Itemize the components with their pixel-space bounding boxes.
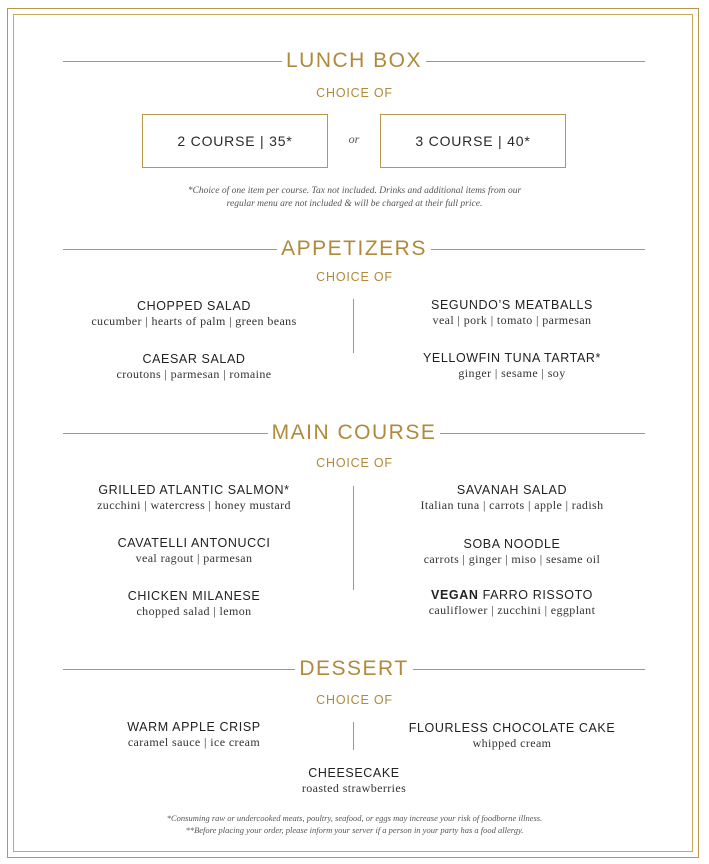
appetizers-choice-label: CHOICE OF [316, 270, 393, 284]
menu-item [362, 536, 662, 567]
lunch-box-title: LUNCH BOX [285, 49, 423, 72]
footer-disclaimer [0, 812, 709, 836]
item-name: SEGUNDO’S MEATBALLS [431, 298, 593, 312]
item-description: veal | pork | tomato | parmesan [432, 313, 592, 327]
header-rule-left [63, 61, 282, 62]
lunch-box-choice-label: CHOICE OF [316, 86, 393, 100]
main-course-title: MAIN COURSE [271, 421, 437, 444]
footer-line-1: *Consuming raw or undercooked meats, poultry, seafood, or eggs may increase your risk of foodborne illness. [166, 813, 543, 823]
appetizers-header [63, 234, 645, 264]
lunch-box-header [63, 46, 645, 76]
vegan-label: VEGAN [431, 588, 479, 602]
header-rule-right [413, 669, 645, 670]
item-description: cucumber | hearts of palm | green beans [91, 314, 297, 328]
item-description: carrots | ginger | miso | sesame oil [423, 552, 601, 566]
item-name: SAVANAH SALAD [456, 483, 568, 497]
menu-item [44, 719, 344, 750]
header-rule-left [63, 669, 295, 670]
dessert-title: DESSERT [299, 657, 409, 680]
two-course-option: 2 COURSE | 35* [142, 114, 328, 168]
lunch-box-note [0, 185, 709, 211]
item-name [362, 587, 662, 603]
item-name: CHEESECAKE [308, 766, 400, 780]
note-line-2: regular menu are not included & will be charged at their full price. [226, 199, 483, 209]
main-course-choice-label: CHOICE OF [316, 456, 393, 470]
item-name: YELLOWFIN TUNA TARTAR* [422, 351, 602, 365]
menu-item [362, 587, 662, 618]
item-description: whipped cream [472, 736, 552, 750]
item-name: CHOPPED SALAD [136, 299, 252, 313]
item-name-rest: FARRO RISSOTO [478, 588, 593, 602]
menu-item [44, 298, 344, 329]
menu-item [362, 297, 662, 328]
item-name: CHICKEN MILANESE [127, 589, 261, 603]
column-divider [353, 722, 354, 750]
appetizers-title: APPETIZERS [281, 237, 427, 260]
header-rule-right [440, 433, 645, 434]
item-name: WARM APPLE CRISP [127, 720, 261, 734]
header-rule-right [431, 249, 645, 250]
item-description: chopped salad | lemon [136, 604, 252, 618]
item-name: GRILLED ATLANTIC SALMON* [98, 483, 290, 497]
item-description: ginger | sesame | soy [458, 366, 566, 380]
footer-line-2: **Before placing your order, please inform your server if a person in your party has a food allergy. [185, 825, 524, 835]
menu-item [44, 535, 344, 566]
item-name: FLOURLESS CHOCOLATE CAKE [408, 721, 616, 735]
item-name: SOBA NOODLE [463, 537, 561, 551]
main-course-header [63, 418, 645, 448]
dessert-header [63, 654, 645, 684]
item-name: CAESAR SALAD [142, 352, 246, 366]
item-description: croutons | parmesan | romaine [116, 367, 272, 381]
menu-item [44, 482, 344, 513]
dessert-choice-label: CHOICE OF [316, 693, 393, 707]
menu-item [44, 588, 344, 619]
menu-item [44, 351, 344, 382]
item-description: cauliflower | zucchini | eggplant [428, 603, 596, 617]
header-rule-left [63, 249, 277, 250]
note-line-1: *Choice of one item per course. Tax not included. Drinks and additional items from our [187, 186, 522, 196]
column-divider [353, 299, 354, 353]
item-description: caramel sauce | ice cream [127, 735, 261, 749]
three-course-option: 3 COURSE | 40* [380, 114, 566, 168]
item-description: roasted strawberries [301, 781, 407, 795]
header-rule-right [426, 61, 645, 62]
item-description: Italian tuna | carrots | apple | radish [420, 498, 604, 512]
item-name: CAVATELLI ANTONUCCI [117, 536, 271, 550]
menu-item [362, 482, 662, 513]
or-separator: or [348, 132, 360, 146]
item-description: veal ragout | parmesan [135, 551, 253, 565]
item-description: zucchini | watercress | honey mustard [97, 498, 291, 512]
menu-item [204, 765, 504, 796]
menu-item [362, 720, 662, 751]
column-divider [353, 486, 354, 590]
menu-item [362, 350, 662, 381]
header-rule-left [63, 433, 268, 434]
